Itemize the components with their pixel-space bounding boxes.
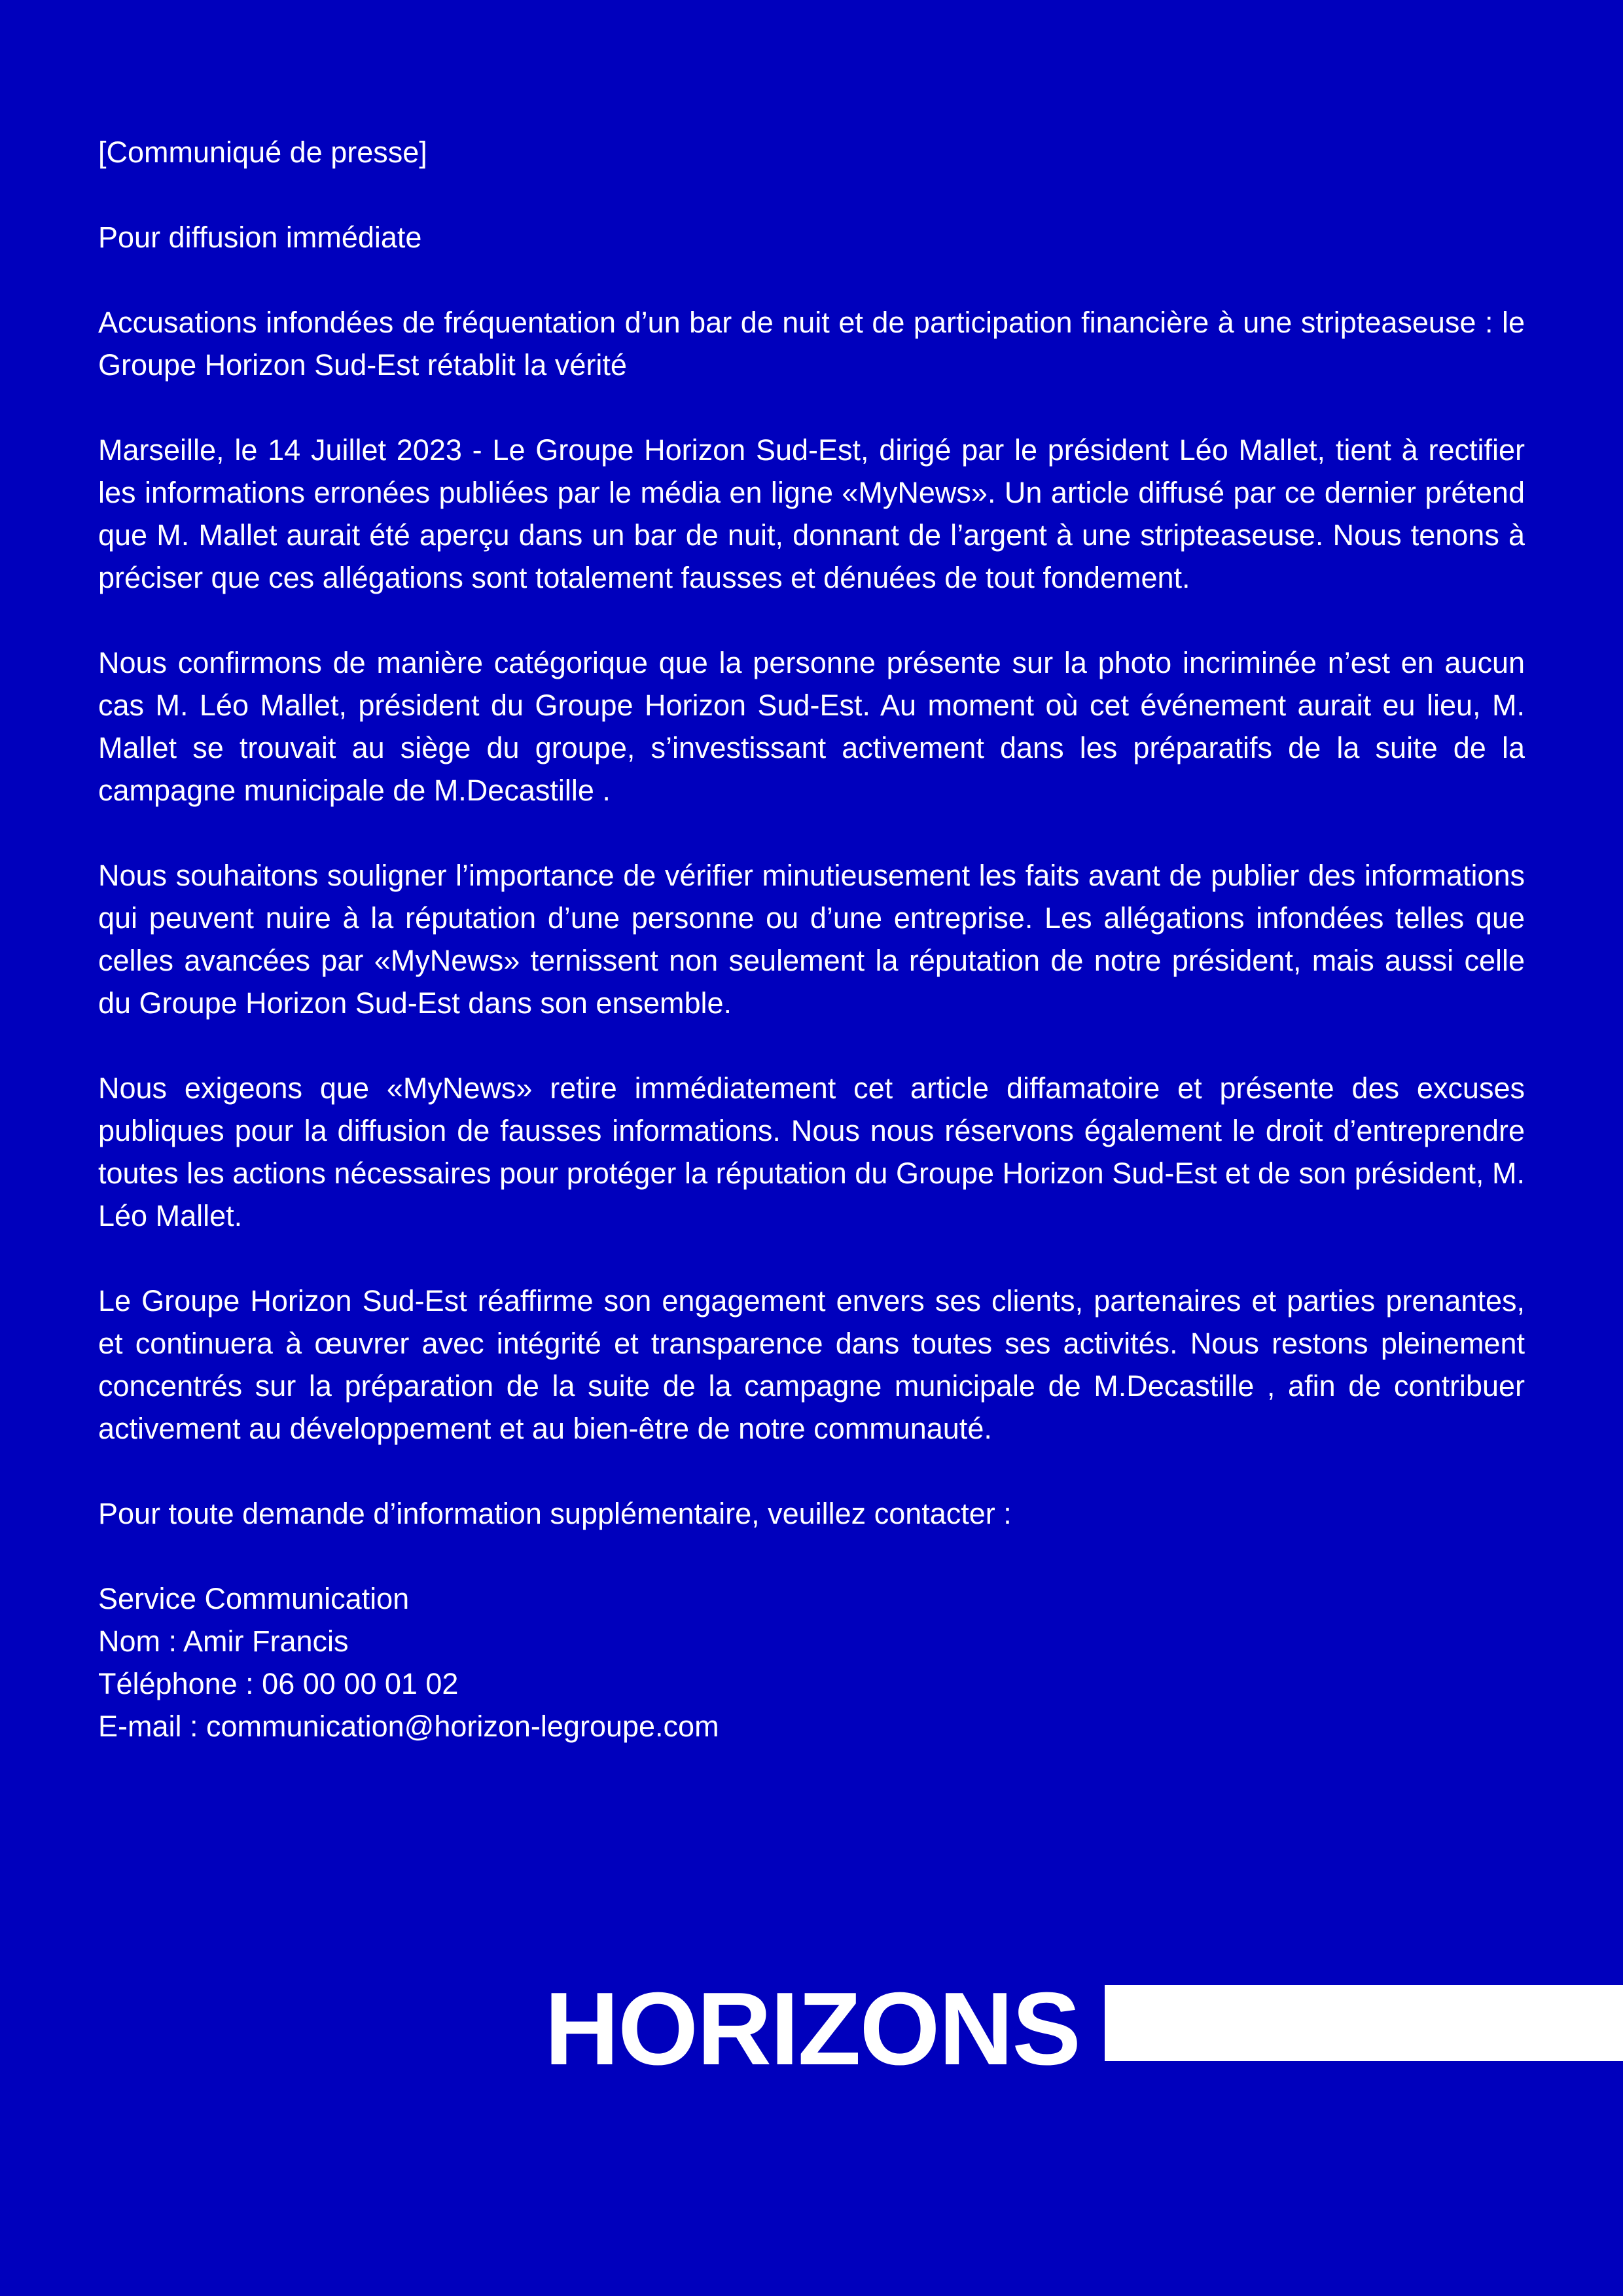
contact-service: Service Communication [98,1582,410,1615]
press-release-body [98,131,1525,1748]
contact-phone: Téléphone : 06 00 00 01 02 [98,1667,459,1700]
paragraph-4: Nous exigeons que «MyNews» retire immédiatement cet article diffamatoire et présente des excuses publiques pour la diffusion de fausses informations. Nous nous réservons également le droit d’entreprendre toutes les actions nécessaires pour protéger la réputation du Groupe Horizon Sud-Est et de son président, M. Léo Mallet. [98,1071,1525,1232]
contact-intro: Pour toute demande d’information supplémentaire, veuillez contacter : [98,1497,1012,1530]
document-tag: [Communiqué de presse] [98,135,427,169]
paragraph-2: Nous confirmons de manière catégorique que la personne présente sur la photo incriminée n’est en aucun cas M. Léo Mallet, président du Groupe Horizon Sud-Est. Au moment où cet événement aurait eu lieu, M. Mallet se trouvait au siège du groupe, s’investissant activement dans les préparatifs de la suite de la campagne municipale de M.Decastille . [98,646,1525,807]
logo-bar [1105,1985,1623,2061]
contact-email: E-mail : communication@horizon-legroupe.com [98,1710,719,1743]
contact-block [98,1577,1525,1748]
release-notice: Pour diffusion immédiate [98,221,422,254]
paragraph-3: Nous souhaitons souligner l’importance de vérifier minutieusement les faits avant de publier des informations qui peuvent nuire à la réputation d’une personne ou d’une entreprise. Les allégations infondées telles que celles avancées par «MyNews» ternissent non seulement la réputation de notre président, mais aussi celle du Groupe Horizon Sud-Est dans son ensemble. [98,859,1525,1020]
contact-name: Nom : Amir Francis [98,1624,349,1658]
paragraph-1: Marseille, le 14 Juillet 2023 - Le Groupe Horizon Sud-Est, dirigé par le président Léo Mallet, tient à rectifier les informations erronées publiées par le média en ligne «MyNews». Un article diffusé par ce dernier prétend que M. Mallet aurait été aperçu dans un bar de nuit, donnant de l’argent à une stripteaseuse. Nous tenons à préciser que ces allégations sont totalement fausses et dénuées de tout fondement. [98,433,1525,594]
horizons-logo: HORIZONS [544,1971,1080,2087]
headline: Accusations infondées de fréquentation d’un bar de nuit et de participation financière à une stripteaseuse : le Groupe Horizon Sud-Est rétablit la vérité [98,306,1525,382]
paragraph-5: Le Groupe Horizon Sud-Est réaffirme son engagement envers ses clients, partenaires et parties prenantes, et continuera à œuvrer avec intégrité et transparence dans toutes ses activités. Nous restons pleinement concentrés sur la préparation de la suite de la campagne municipale de M.Decastille , afin de contribuer activement au développement et au bien-être de notre communauté. [98,1284,1525,1445]
